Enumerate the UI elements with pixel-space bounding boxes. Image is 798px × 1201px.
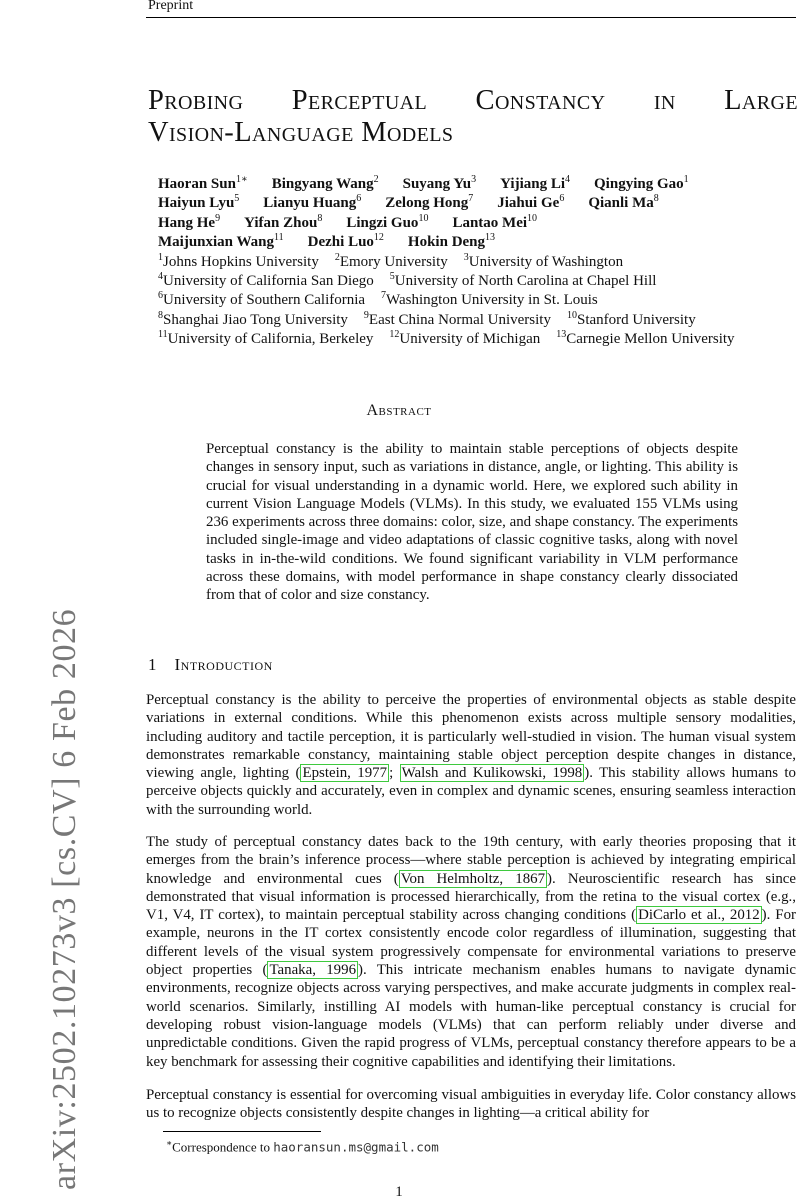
- arxiv-identifier-stamp: arXiv:2502.10273v3 [cs.CV] 6 Feb 2026: [46, 608, 83, 1190]
- title-word: Constancy: [475, 85, 606, 116]
- author: Lianyu Huang$^6$: [263, 193, 362, 211]
- author: Hokin Deng$^{13}$: [407, 232, 496, 250]
- affiliation-line-1: [158, 252, 639, 271]
- author: Haiyun Lyu$^5$: [158, 193, 240, 211]
- footnote-rule: [163, 1131, 321, 1132]
- author: Qingying Gao$^1$: [594, 174, 689, 192]
- author: Zelong Hong$^7$: [385, 193, 474, 211]
- author: Hang He$^9$: [158, 213, 221, 231]
- affiliation: $^{11}$University of California, Berkeley: [158, 329, 374, 347]
- title-word: Large: [724, 85, 798, 116]
- paper-title-line-1: [148, 85, 798, 117]
- author: Yifan Zhou$^8$: [244, 213, 323, 231]
- abstract-body: Perceptual constancy is the ability to maintain stable perceptions of objects despite changes in sensory input, such as variations in distance, angle, or lighting. This ability is crucial for visual understanding in a dynamic world. Here, we explored such ability in current Vision Language Models (VLMs). In this study, we evaluated 155 VLMs using 236 experiments across three domains: color, size, and shape constancy. The experiments included single-image and video adaptations of classic cognitive tasks, along with novel tasks in in-the-wild conditions. We found significant variability in VLM performance across these domains, with model performance in shape constancy clearly dissociated from that of color and size constancy.: [206, 441, 738, 604]
- section-heading: [148, 655, 273, 675]
- author: Lingzi Guo$^{10}$: [346, 213, 429, 231]
- abstract-heading: Abstract: [366, 402, 432, 419]
- author: Bingyang Wang$^2$: [271, 174, 379, 192]
- email-link[interactable]: haoransun.ms@gmail.com: [273, 1139, 439, 1155]
- intro-paragraph-3: Perceptual constancy is essential for overcoming visual ambiguities in everyday life. Color constancy allows us to recognize objects consistently despite changes in lighting—a critical ability for: [146, 1087, 796, 1122]
- author-line-2: [158, 193, 683, 212]
- page-number: 1: [395, 1184, 403, 1200]
- author: Haoran Sun$^{1∗}$: [158, 174, 248, 192]
- section-title: Introduction: [174, 655, 273, 674]
- author-line-3: [158, 213, 561, 232]
- affiliation: $^7$Washington University in St. Louis: [381, 290, 598, 308]
- affiliation: $^{10}$Stanford University: [566, 310, 696, 328]
- title-word: Probing: [148, 85, 244, 116]
- affiliation: $^3$University of Washington: [463, 252, 624, 270]
- affiliation: $^9$East China Normal University: [363, 310, 551, 328]
- citation-link[interactable]: Epstein, 1977: [302, 765, 388, 782]
- footnote: ∗Correspondence to haoransun.ms@gmail.com: [166, 1138, 439, 1155]
- running-head: Preprint: [148, 0, 194, 13]
- citation-link[interactable]: Tanaka, 1996: [269, 962, 357, 979]
- affiliation: $^2$Emory University: [334, 252, 448, 270]
- footnote-mark: ∗: [166, 1138, 173, 1148]
- affiliation-line-2: [158, 271, 672, 290]
- title-word: in: [653, 85, 676, 116]
- title-word: Perceptual: [291, 85, 428, 116]
- author: Suyang Yu$^3$: [402, 174, 477, 192]
- author: Yijiang Li$^4$: [500, 174, 571, 192]
- citation-link[interactable]: Walsh and Kulikowski, 1998: [401, 765, 583, 782]
- affiliation: $^{12}$University of Michigan: [389, 329, 541, 347]
- affiliation: $^8$Shanghai Jiao Tong University: [158, 310, 348, 328]
- paper-title-line-2: Vision-Language Models: [148, 117, 454, 148]
- section-number: 1: [148, 655, 157, 674]
- author: Dezhi Luo$^{12}$: [307, 232, 384, 250]
- author: Jiahui Ge$^6$: [497, 193, 565, 211]
- affiliation: $^6$University of Southern California: [158, 290, 366, 308]
- affiliation-line-3: [158, 290, 614, 309]
- intro-paragraph-2: The study of perceptual constancy dates back to the 19th century, with early theories proposing that it emerges from the brain’s inference process—where stable perception is achieved by integrating empirical knowledge and environmental cues ( Von Helmholtz, 1867 ). Neuroscientific research has since demonstrated that visual information is processed hierarchically, from the retina to the visual cortex (e.g., V1, V4, IT cortex), to maintain perceptual stability across changing conditions ( DiCarlo et al., 2012 ). For example, neurons in the IT cortex consistently encode color regardless of illumination, suggesting that different levels of the visual system progressively compensate for environmental variations to preserve object properties ( Tanaka, 1996 ). This intricate mechanism enables humans to navigate dynamic environments, recognize objects across varying perspectives, and make accurate judgments in complex real-world scenarios. Similarly, instilling AI models with human-like perceptual constancy is crucial for developing robust vision-language models (VLMs) that can perform reliably under diverse and unpredictable conditions. Given the rapid progress of VLMs, perceptual constancy therefore appears to be a key benchmark for assessing their cognitive capabilities and identifying their limitations.: [146, 834, 796, 1070]
- header-rule: [146, 17, 796, 18]
- author-line-4: [158, 232, 519, 251]
- affiliation: $^{13}$Carnegie Mellon University: [556, 329, 735, 347]
- affiliation: $^4$University of California San Diego: [158, 271, 374, 289]
- affiliation-line-5: [158, 329, 751, 348]
- author: Lantao Mei$^{10}$: [452, 213, 538, 231]
- author: Maijunxian Wang$^{11}$: [158, 232, 284, 250]
- affiliation-line-4: [158, 310, 712, 329]
- citation-link[interactable]: Von Helmholtz, 1867: [400, 870, 546, 887]
- author: Qianli Ma$^8$: [588, 193, 659, 211]
- affiliation: $^1$Johns Hopkins University: [158, 252, 319, 270]
- affiliation: $^5$University of North Carolina at Chapel Hill: [389, 271, 657, 289]
- author-line-1: [158, 174, 713, 193]
- intro-paragraph-1: Perceptual constancy is the ability to perceive the properties of environmental objects as stable despite variations in external conditions. While this phenomenon exists across multiple sensory modalities, including auditory and tactile perception, it is particularly well-studied in vision. The human visual system demonstrates remarkable constancy, maintaining stable object perception despite changes in distance, viewing angle, lighting ( Epstein, 1977 ; Walsh and Kulikowski, 1998 ). This stability allows humans to perceive objects quickly and accurately, even in complex and dynamic scenes, ensuring seamless interaction with the surrounding world.: [146, 692, 796, 818]
- citation-link[interactable]: DiCarlo et al., 2012: [638, 907, 760, 924]
